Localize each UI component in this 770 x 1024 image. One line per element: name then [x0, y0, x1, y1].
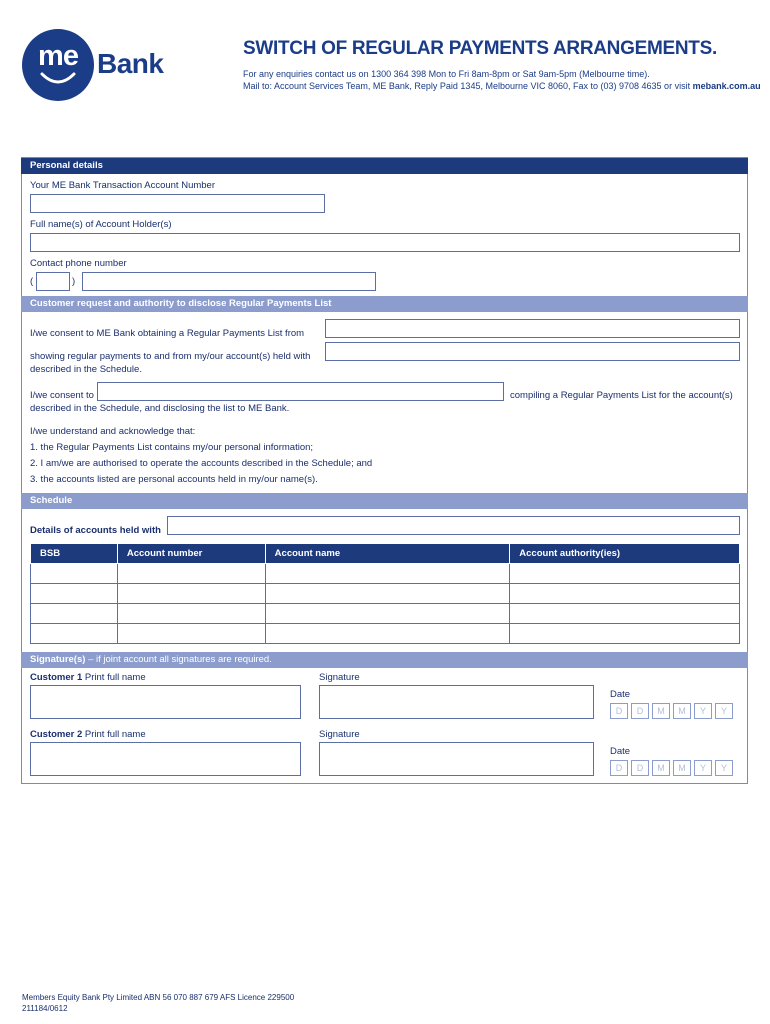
other-institution-field[interactable] — [325, 319, 740, 338]
customer-2-date-label: Date — [610, 746, 631, 757]
date-year-cell[interactable]: Y — [694, 703, 712, 719]
account-authority-cell[interactable] — [510, 564, 740, 584]
section-consent: Customer request and authority to disclose Regular Payments List — [21, 296, 748, 312]
column-header-account-number: Account number — [117, 544, 265, 564]
consent-line-3: described in the Schedule. — [30, 364, 142, 375]
account-name-cell[interactable] — [265, 564, 510, 584]
account-name-cell[interactable] — [265, 584, 510, 604]
account-number-label: Your ME Bank Transaction Account Number — [30, 180, 215, 191]
consent-line-5: described in the Schedule, and disclosing the list to ME Bank. — [30, 403, 290, 414]
customer-1-date-field[interactable] — [610, 703, 733, 719]
column-header-account-authority: Account authority(ies) — [510, 544, 740, 564]
date-year-cell[interactable]: Y — [694, 760, 712, 776]
account-authority-cell[interactable] — [510, 584, 740, 604]
customer-1-date-label: Date — [610, 689, 631, 700]
customer-2-signature-label: Signature — [319, 729, 360, 740]
logo-smile-icon — [38, 70, 78, 88]
column-header-bsb: BSB — [31, 544, 118, 564]
phone-number-field[interactable] — [82, 272, 376, 291]
consent-line-4-tail: compiling a Regular Payments List for the account(s) — [510, 390, 733, 401]
date-month-cell[interactable]: M — [673, 760, 691, 776]
accounts-table — [30, 543, 740, 644]
account-authority-cell[interactable] — [510, 604, 740, 624]
consent-line-2: showing regular payments to and from my/our account(s) held with — [30, 351, 311, 362]
table-row — [31, 584, 740, 604]
customer-2-bold: Customer 2 — [30, 729, 83, 740]
date-month-cell[interactable]: M — [673, 703, 691, 719]
mail-prefix: Mail to: Account Services Team, ME Bank, Reply Paid 1345, Melbourne VIC 8060, Fax to (03) 9708 4635 or visit — [243, 81, 693, 91]
date-day-cell[interactable]: D — [631, 703, 649, 719]
customer-2-name-field[interactable] — [30, 742, 301, 776]
account-authority-cell[interactable] — [510, 624, 740, 644]
customer-2-date-field[interactable] — [610, 760, 733, 776]
table-header-row — [31, 544, 740, 564]
details-accounts-label: Details of accounts held with — [30, 525, 161, 536]
footer-company-line: Members Equity Bank Pty Limited ABN 56 070 887 679 AFS Licence 229500 — [22, 993, 295, 1002]
acknowledge-item: 3. the accounts listed are personal accounts held in my/our name(s). — [30, 474, 318, 485]
account-name-cell[interactable] — [265, 624, 510, 644]
account-number-cell[interactable] — [117, 564, 265, 584]
account-number-cell[interactable] — [117, 584, 265, 604]
signatures-heading-note: – if joint account all signatures are required. — [85, 654, 272, 665]
column-header-account-name: Account name — [265, 544, 510, 564]
details-accounts-field[interactable] — [167, 516, 740, 535]
acknowledge-intro: I/we understand and acknowledge that: — [30, 426, 196, 437]
customer-1-signature-field[interactable] — [319, 685, 594, 719]
customer-1-print-name: Print full name — [82, 672, 146, 683]
phone-area-code-field[interactable] — [36, 272, 70, 291]
table-row — [31, 604, 740, 624]
consent-line-4: I/we consent to — [30, 390, 94, 401]
customer-1-bold: Customer 1 — [30, 672, 83, 683]
bsb-cell[interactable] — [31, 604, 118, 624]
compiling-institution-field[interactable] — [97, 382, 504, 401]
date-year-cell[interactable]: Y — [715, 760, 733, 776]
account-number-field[interactable] — [30, 194, 325, 213]
full-name-field[interactable] — [30, 233, 740, 252]
form-title: SWITCH OF REGULAR PAYMENTS ARRANGEMENTS. — [243, 38, 717, 59]
customer-2-print-name: Print full name — [82, 729, 146, 740]
section-signatures — [21, 652, 748, 668]
bsb-cell[interactable] — [31, 584, 118, 604]
bsb-cell[interactable] — [31, 624, 118, 644]
account-number-cell[interactable] — [117, 604, 265, 624]
customer-1-label — [30, 672, 146, 683]
enquiries-text: For any enquiries contact us on 1300 364 398 Mon to Fri 8am-8pm or Sat 9am-5pm (Melbourne time). — [243, 69, 650, 79]
acknowledge-item: 1. the Regular Payments List contains my/our personal information; — [30, 442, 314, 453]
section-schedule: Schedule — [21, 493, 748, 509]
website-link[interactable]: mebank.com.au — [692, 81, 761, 91]
footer-form-code: 211184/0612 — [22, 1004, 68, 1013]
table-row — [31, 624, 740, 644]
logo-me-text: me — [38, 40, 78, 72]
phone-open-paren: ( — [30, 276, 34, 287]
full-name-label: Full name(s) of Account Holder(s) — [30, 219, 172, 230]
bsb-cell[interactable] — [31, 564, 118, 584]
phone-label: Contact phone number — [30, 258, 127, 269]
institution-held-with-field[interactable] — [325, 342, 740, 361]
customer-1-signature-label: Signature — [319, 672, 360, 683]
logo-bank-text: Bank — [97, 48, 164, 79]
account-number-cell[interactable] — [117, 624, 265, 644]
date-day-cell[interactable]: D — [631, 760, 649, 776]
customer-2-label — [30, 729, 146, 740]
date-month-cell[interactable]: M — [652, 760, 670, 776]
date-year-cell[interactable]: Y — [715, 703, 733, 719]
customer-1-name-field[interactable] — [30, 685, 301, 719]
account-name-cell[interactable] — [265, 604, 510, 624]
mail-text — [243, 81, 761, 91]
signatures-heading-bold: Signature(s) — [30, 654, 86, 665]
phone-close-paren: ) — [72, 276, 76, 287]
table-row — [31, 564, 740, 584]
date-day-cell[interactable]: D — [610, 760, 628, 776]
consent-line-1: I/we consent to ME Bank obtaining a Regular Payments List from — [30, 328, 305, 339]
date-day-cell[interactable]: D — [610, 703, 628, 719]
acknowledge-item: 2. I am/we are authorised to operate the accounts described in the Schedule; and — [30, 458, 373, 469]
date-month-cell[interactable]: M — [652, 703, 670, 719]
section-personal-details: Personal details — [21, 158, 748, 174]
customer-2-signature-field[interactable] — [319, 742, 594, 776]
